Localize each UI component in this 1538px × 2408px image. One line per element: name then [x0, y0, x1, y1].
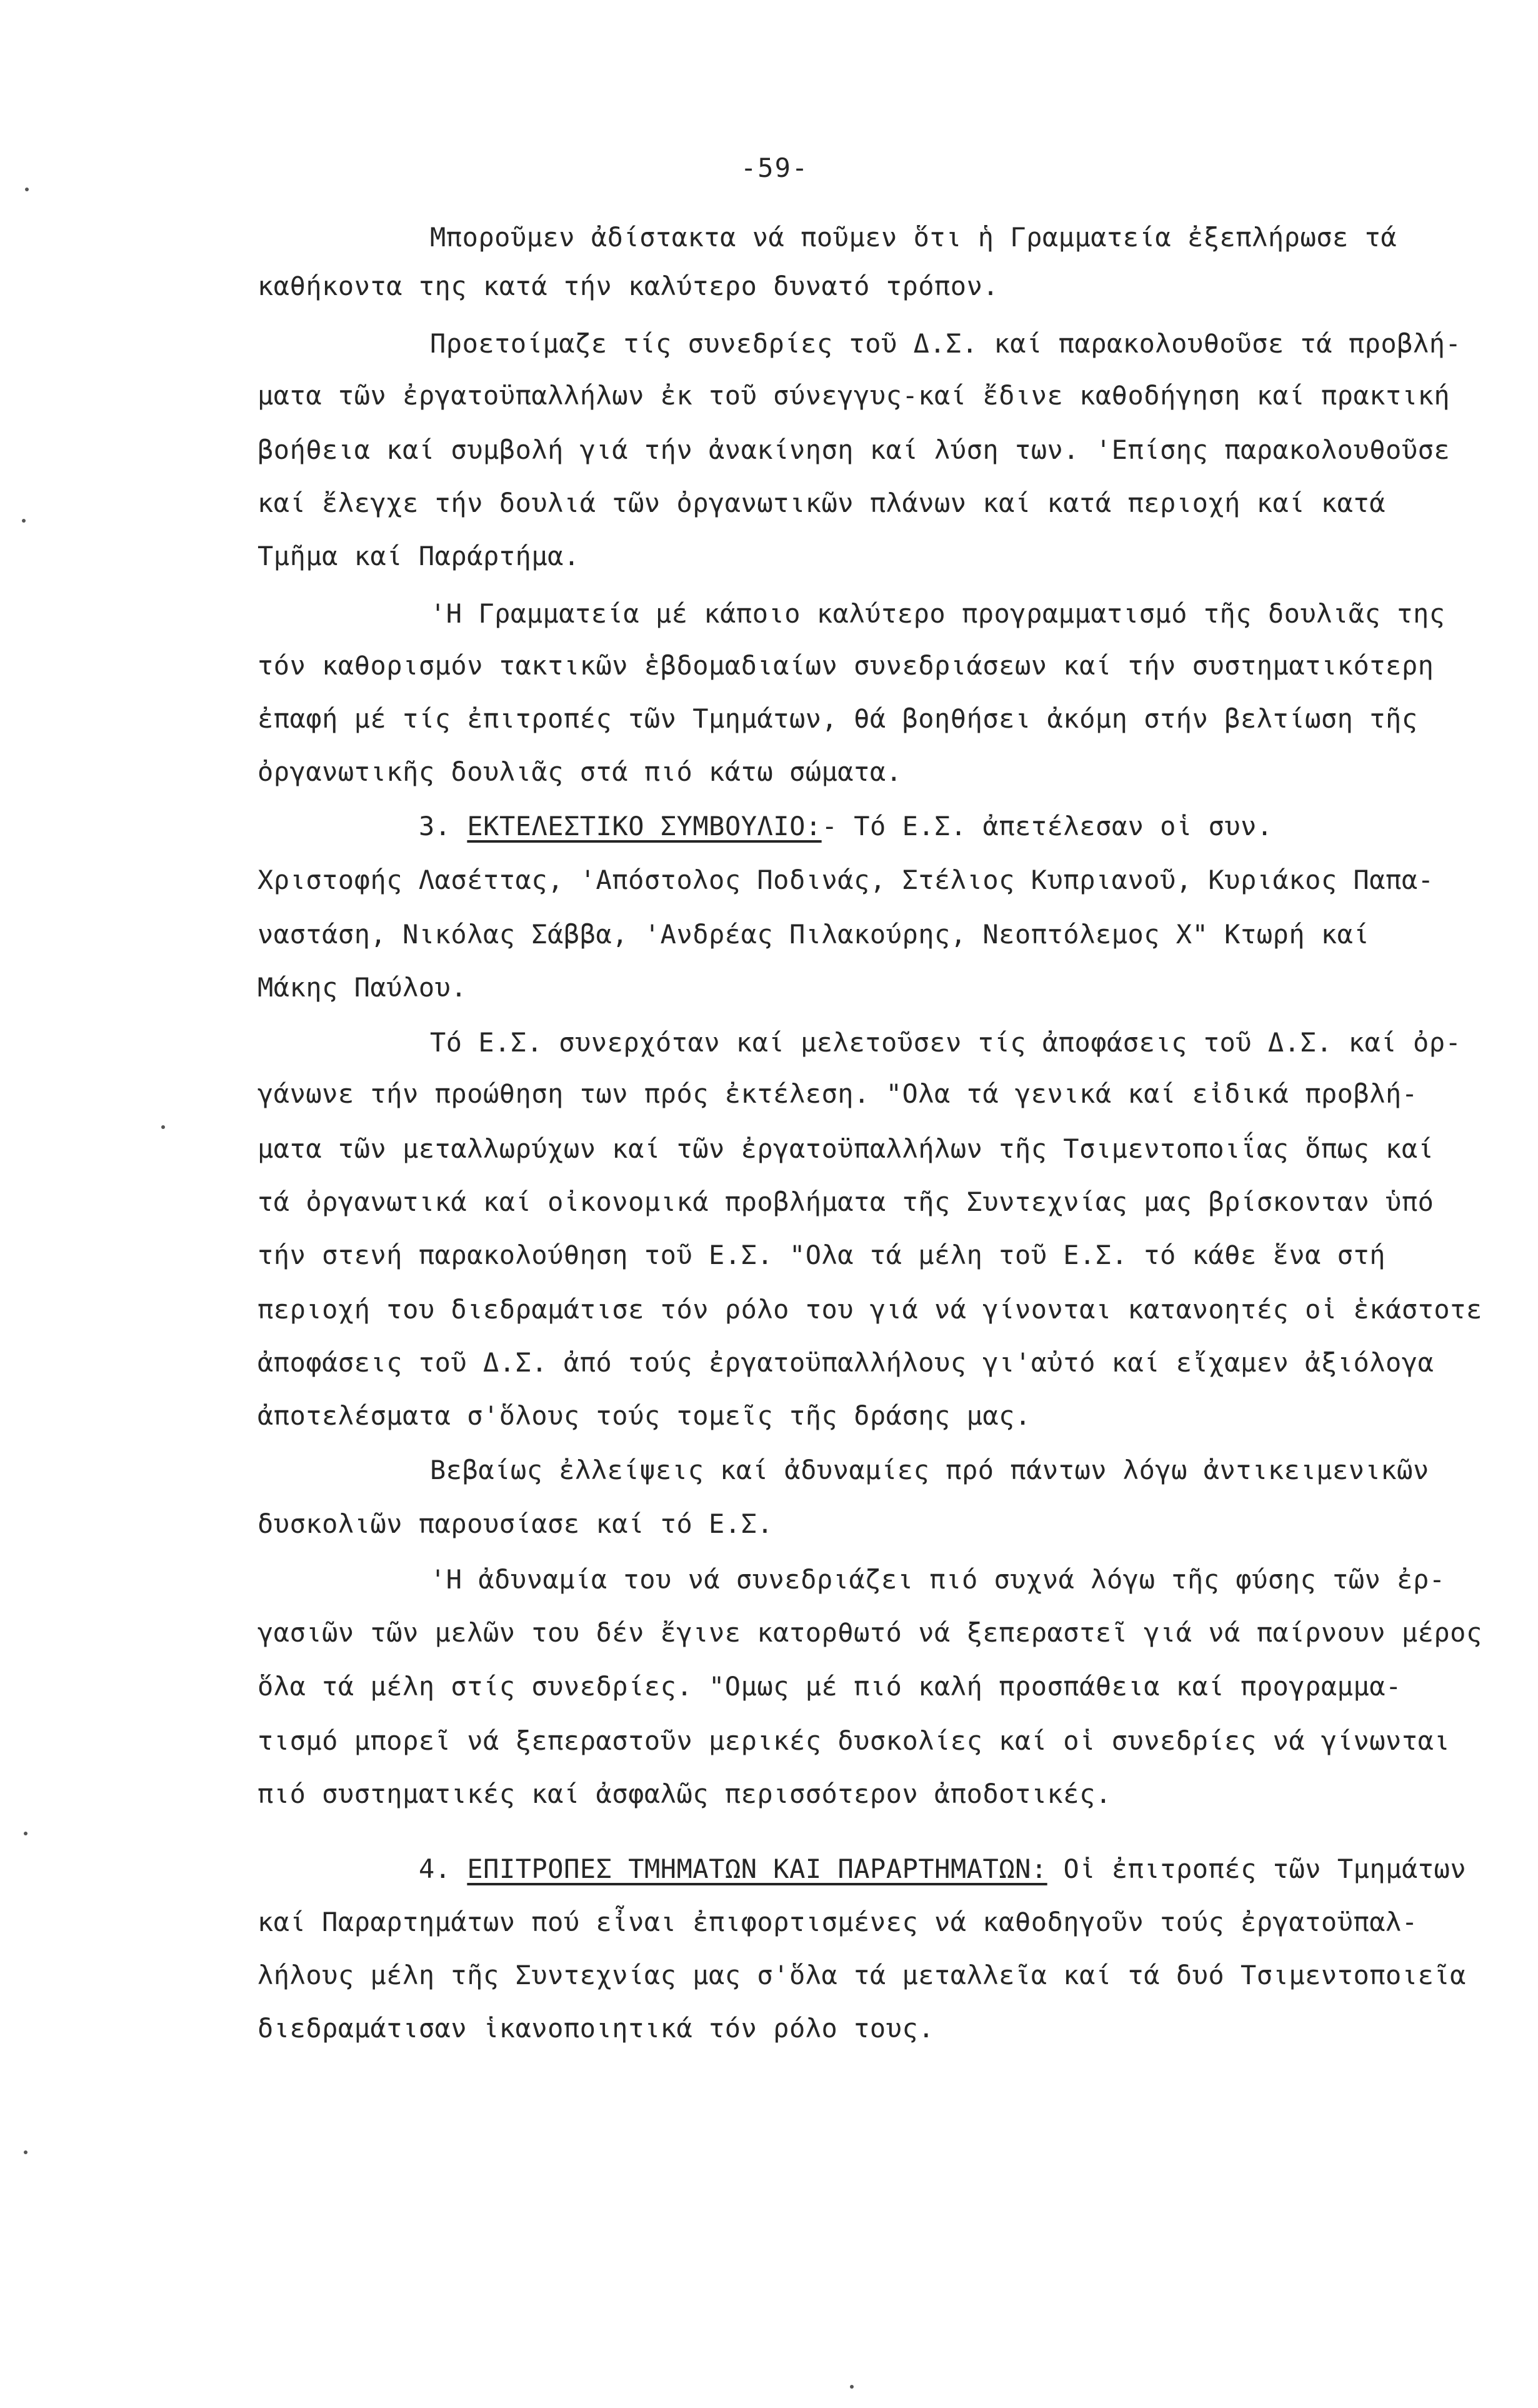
- section-heading-4: [419, 1854, 1466, 1885]
- text-line: περιοχή του διεδραμάτισε τόν ρόλο του γιά νά γίνονται κατανοητές οἱ ἑκάστοτε: [257, 1294, 1482, 1325]
- scan-speck: [24, 2150, 27, 2154]
- text-line: γάνωνε τήν προώθηση των πρός ἐκτέλεση. "Ολα τά γενικά καί εἰδικά προβλή-: [257, 1078, 1418, 1109]
- text-line: ὅλα τά μέλη στίς συνεδρίες. "Ομως μέ πιό καλή προσπάθεια καί προγραμμα-: [257, 1671, 1402, 1702]
- text-line: γασιῶν τῶν μελῶν του δέν ἔγινε κατορθωτό νά ξεπεραστεῖ γιά νά παίρνουν μέρος: [257, 1617, 1482, 1648]
- scan-speck: [161, 1125, 165, 1129]
- text-line: Τμῆμα καί Παράρτήμα.: [257, 541, 580, 571]
- text-line: ναστάση, Νικόλας Σάββα, 'Ανδρέας Πιλακούρης, Νεοπτόλεμος Χ" Κτωρή καί: [257, 919, 1370, 950]
- text-line: ματα τῶν ἐργατοϋπαλλήλων ἐκ τοῦ σύνεγγυς-καί ἔδινε καθοδήγηση καί πρακτική: [257, 380, 1451, 411]
- text-line: Προετοίμαζε τίς συνεδρίες τοῦ Δ.Σ. καί παρακολουθοῦσε τά προβλή-: [430, 328, 1462, 359]
- text-line: Μάκης Παύλου.: [257, 972, 467, 1003]
- scan-speck: [24, 1832, 27, 1835]
- text-line: ἀποφάσεις τοῦ Δ.Σ. ἀπό τούς ἐργατοϋπαλλήλους γι'αὐτό καί εἴχαμεν ἀξιόλογα: [257, 1347, 1434, 1378]
- text-line: δυσκολιῶν παρουσίασε καί τό Ε.Σ.: [257, 1508, 774, 1539]
- section-heading-rest: - Τό Ε.Σ. ἀπετέλεσαν οἱ συν.: [821, 811, 1273, 841]
- text-line: 'Η ἀδυναμία του νά συνεδριάζει πιό συχνά λόγω τῆς φύσης τῶν ἐρ-: [430, 1564, 1446, 1595]
- text-line: ἐπαφή μέ τίς ἐπιτροπές τῶν Τμημάτων, θά βοηθήσει ἀκόμη στήν βελτίωση τῆς: [257, 703, 1418, 734]
- text-line: ἀποτελέσματα σ'ὅλους τούς τομεῖς τῆς δράσης μας.: [257, 1400, 1031, 1431]
- section-number: 3.: [419, 811, 451, 841]
- text-line: διεδραμάτισαν ἱκανοποιητικά τόν ρόλο τους.: [257, 2013, 935, 2044]
- text-line: Βεβαίως ἐλλείψεις καί ἀδυναμίες πρό πάντων λόγω ἀντικειμενικῶν: [430, 1455, 1429, 1485]
- section-title: ΕΚΤΕΛΕΣΤΙΚΟ ΣΥΜΒΟΥΛΙΟ:: [467, 811, 822, 841]
- scan-speck: [850, 2385, 854, 2389]
- scan-speck: [22, 519, 26, 523]
- text-line: καθήκοντα της κατά τήν καλύτερο δυνατό τρόπον.: [257, 271, 999, 301]
- text-line: τήν στενή παρακολούθηση τοῦ Ε.Σ. "Ολα τά μέλη τοῦ Ε.Σ. τό κάθε ἕνα στή: [257, 1240, 1386, 1270]
- page-number: -59-: [741, 153, 809, 183]
- text-line: Μποροῦμεν ἀδίστακτα νά ποῦμεν ὅτι ἡ Γραμματεία ἐξεπλήρωσε τά: [430, 222, 1397, 253]
- text-line: βοήθεια καί συμβολή γιά τήν ἀνακίνηση καί λύση των. 'Επίσης παρακολουθοῦσε: [257, 434, 1451, 465]
- text-line: 'Η Γραμματεία μέ κάποιο καλύτερο προγραμματισμό τῆς δουλιᾶς της: [430, 598, 1446, 629]
- section-number: 4.: [419, 1854, 451, 1884]
- section-heading-rest: Οἱ ἐπιτροπές τῶν Τμημάτων: [1047, 1854, 1467, 1884]
- text-line: πιό συστηματικές καί ἀσφαλῶς περισσότερον ἀποδοτικές.: [257, 1778, 1112, 1809]
- section-heading-3: [419, 811, 1273, 842]
- text-line: τά ὀργανωτικά καί οἰκονομικά προβλήματα τῆς Συντεχνίας μας βρίσκονταν ὑπό: [257, 1186, 1434, 1217]
- text-line: Χριστοφής Λασέττας, 'Απόστολος Ποδινάς, Στέλιος Κυπριανοῦ, Κυριάκος Παπα-: [257, 865, 1434, 895]
- scan-speck: [25, 188, 29, 191]
- text-line: καί Παραρτημάτων πού εἶναι ἐπιφορτισμένες νά καθοδηγοῦν τούς ἐργατοϋπαλ-: [257, 1907, 1418, 1937]
- text-line: καί ἔλεγχε τήν δουλιά τῶν ὀργανωτικῶν πλάνων καί κατά περιοχή καί κατά: [257, 488, 1386, 518]
- text-line: λήλους μέλη τῆς Συντεχνίας μας σ'ὅλα τά μεταλλεῖα καί τά δυό Τσιμεντοποιεῖα: [257, 1960, 1466, 1990]
- text-line: ὀργανωτικῆς δουλιᾶς στά πιό κάτω σώματα.: [257, 756, 902, 787]
- text-line: τισμό μπορεῖ νά ξεπεραστοῦν μερικές δυσκολίες καί οἱ συνεδρίες νά γίνωνται: [257, 1725, 1451, 1756]
- text-line: τόν καθορισμόν τακτικῶν ἑβδομαδιαίων συνεδριάσεων καί τήν συστηματικότερη: [257, 650, 1434, 681]
- section-title: ΕΠΙΤΡΟΠΕΣ ΤΜΗΜΑΤΩΝ ΚΑΙ ΠΑΡΑΡΤΗΜΑΤΩΝ:: [467, 1854, 1047, 1884]
- text-line: ματα τῶν μεταλλωρύχων καί τῶν ἐργατοϋπαλλήλων τῆς Τσιμεντοποιΐας ὅπως καί: [257, 1133, 1434, 1164]
- text-line: Τό Ε.Σ. συνερχόταν καί μελετοῦσεν τίς ἀποφάσεις τοῦ Δ.Σ. καί ὀρ-: [430, 1027, 1462, 1058]
